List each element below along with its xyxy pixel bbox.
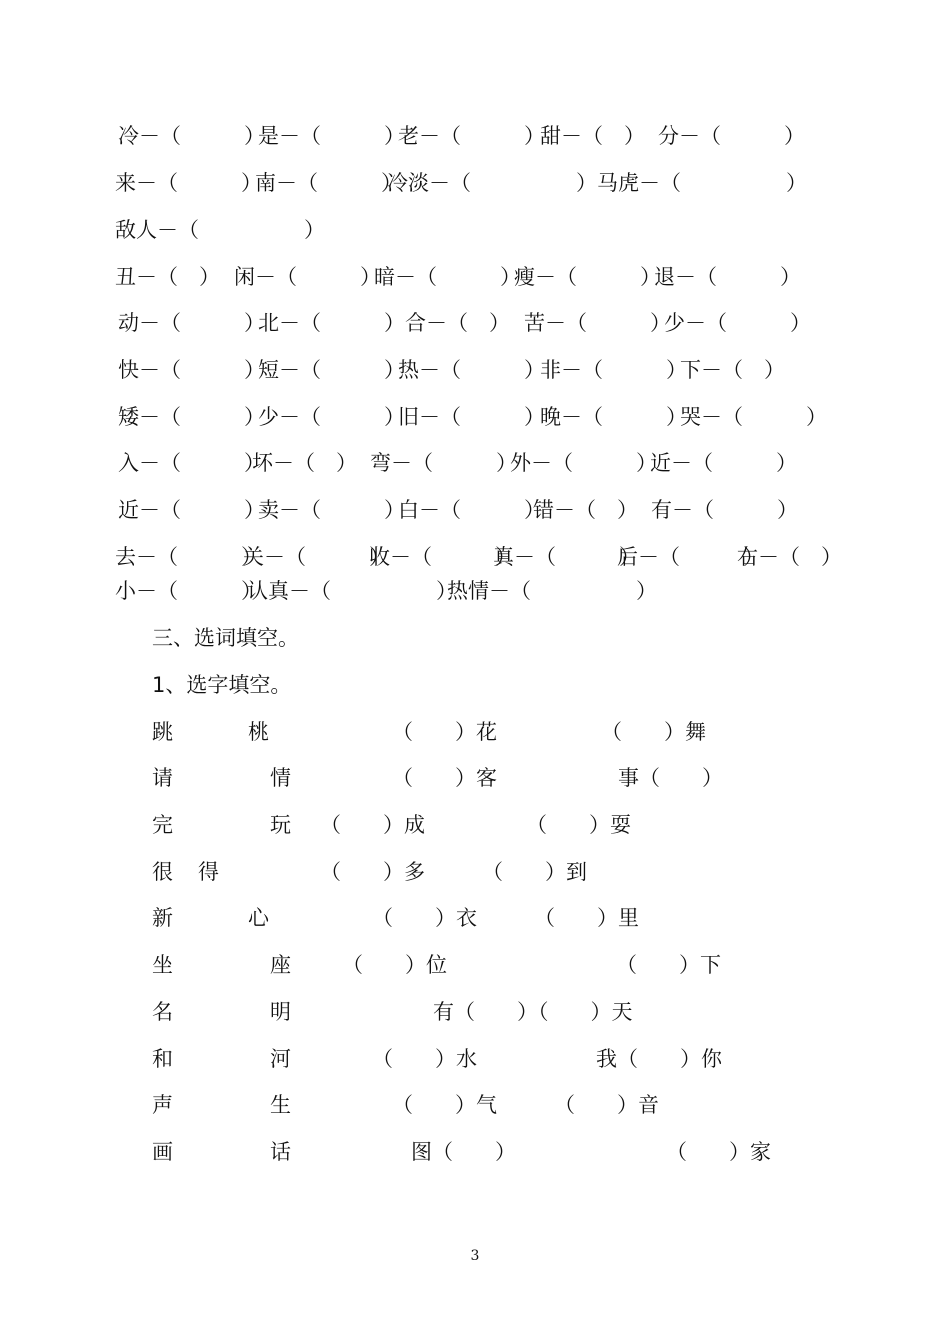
blank-word: （ ）位 [342, 953, 447, 977]
fill-row [0, 717, 950, 747]
blank-word: （ ）花 [392, 720, 497, 744]
antonym-row [0, 168, 950, 198]
antonym-item: 分－（ ） [658, 124, 805, 148]
char-option: 心 [248, 906, 269, 930]
fill-row [0, 857, 950, 887]
antonym-item: 暗－（ ） [374, 265, 521, 289]
antonym-item: 有－（ ） [651, 498, 798, 522]
char-option: 跳 [152, 720, 173, 744]
antonym-item: 是－（ ） [258, 124, 405, 148]
antonym-item: 少－（ ） [258, 405, 405, 429]
antonym-row [0, 308, 950, 338]
char-option: 和 [152, 1047, 173, 1071]
char-option: 情 [270, 766, 291, 790]
antonym-item: 旧－（ ） [398, 405, 545, 429]
antonym-item: 非－（ ） [540, 358, 687, 382]
blank-word: （ ）成 [320, 813, 425, 837]
antonym-item: 晚－（ ） [540, 405, 687, 429]
fill-row [0, 1137, 950, 1167]
char-option: 话 [270, 1140, 291, 1164]
char-option: 座 [270, 953, 291, 977]
antonym-item: 坏－（ ） [252, 451, 357, 475]
antonym-item: 丑－（ ） [115, 265, 220, 289]
char-option: 画 [152, 1140, 173, 1164]
antonym-item: 小－（ ） [115, 579, 262, 603]
antonym-item: 近－（ ） [650, 451, 797, 475]
antonym-item: 弯－（ ） [370, 451, 517, 475]
fill-row [0, 1090, 950, 1120]
blank-word: （ ）多 [320, 860, 425, 884]
blank-word: 有（ ）（ ）天 [433, 1000, 633, 1024]
char-option: 生 [270, 1093, 291, 1117]
antonym-row [0, 215, 950, 245]
antonym-item: 闲－（ ） [234, 265, 381, 289]
antonym-row [0, 576, 950, 606]
char-option: 完 [152, 813, 173, 837]
antonym-item: 退－（ ） [654, 265, 801, 289]
antonym-item: 短－（ ） [258, 358, 405, 382]
antonym-item: 北－（ ） [258, 311, 405, 335]
antonym-item: 外－（ ） [510, 451, 657, 475]
antonym-item: 认真－（ ） [247, 579, 457, 603]
char-option: 名 [152, 1000, 173, 1024]
antonym-item: 少－（ ） [664, 311, 811, 335]
antonym-item: 苦－（ ） [524, 311, 671, 335]
char-option: 玩 [270, 813, 291, 837]
char-option: 新 [152, 906, 173, 930]
antonym-item: 矮－（ ） [118, 405, 265, 429]
blank-word: （ ）音 [554, 1093, 659, 1117]
antonym-item: 近－（ ） [118, 498, 265, 522]
antonym-item: 甜－（ ） [540, 124, 645, 148]
antonym-item: 下－（ ） [680, 358, 785, 382]
antonym-item: 后－（ ） [617, 545, 764, 569]
blank-word: （ ）水 [372, 1047, 477, 1071]
fill-row [0, 997, 950, 1027]
antonym-item: 冷淡－（ ） [387, 171, 597, 195]
blank-word: （ ）家 [666, 1140, 771, 1164]
antonym-item: 入－（ ） [118, 451, 265, 475]
char-option: 坐 [152, 953, 173, 977]
blank-word: （ ）客 [392, 766, 497, 790]
antonym-item: 南－（ ） [255, 171, 402, 195]
blank-word: 事（ ） [618, 766, 723, 790]
char-option: 声 [152, 1093, 173, 1117]
fill-row [0, 763, 950, 793]
antonym-row [0, 355, 950, 385]
blank-word: （ ）下 [616, 953, 721, 977]
antonym-item: 冷－（ ） [118, 124, 265, 148]
char-option: 明 [270, 1000, 291, 1024]
fill-row [0, 810, 950, 840]
antonym-item: 热情－（ ） [447, 579, 657, 603]
antonym-item: 马虎－（ ） [597, 171, 807, 195]
blank-word: （ ）衣 [372, 906, 477, 930]
fill-row [0, 903, 950, 933]
char-option: 很 [152, 860, 173, 884]
antonym-item: 收－（ ） [369, 545, 516, 569]
blank-word: （ ）到 [482, 860, 587, 884]
antonym-item: 热－（ ） [398, 358, 545, 382]
antonym-row [0, 495, 950, 525]
char-option: 得 [198, 860, 219, 884]
fill-row [0, 950, 950, 980]
antonym-item: 来－（ ） [115, 171, 262, 195]
antonym-item: 合－（ ） [405, 311, 510, 335]
antonym-item: 关－（ ） [243, 545, 390, 569]
section-title: 三、选词填空。 [152, 626, 299, 650]
blank-word: （ ）气 [392, 1093, 497, 1117]
antonym-row [0, 262, 950, 292]
blank-word: 我（ ）你 [596, 1047, 722, 1071]
antonym-row [0, 121, 950, 151]
blank-word: （ ）耍 [526, 813, 631, 837]
char-option: 河 [270, 1047, 291, 1071]
blank-word: 图（ ） [411, 1140, 516, 1164]
page-number: 3 [470, 1248, 480, 1264]
antonym-item: 错－（ ） [533, 498, 638, 522]
antonym-item: 快－（ ） [118, 358, 265, 382]
antonym-item: 老－（ ） [398, 124, 545, 148]
antonym-row [0, 402, 950, 432]
antonym-item: 哭－（ ） [680, 405, 827, 429]
antonym-item: 真－（ ） [493, 545, 640, 569]
antonym-row [0, 448, 950, 478]
antonym-item: 瘦－（ ） [514, 265, 661, 289]
antonym-item: 右－（ ） [737, 545, 842, 569]
blank-word: （ ）里 [534, 906, 639, 930]
char-option: 桃 [248, 720, 269, 744]
subsection-title: 1、选字填空。 [152, 673, 292, 697]
antonym-item: 去－（ ） [115, 545, 262, 569]
fill-row [0, 1044, 950, 1074]
char-option: 请 [152, 766, 173, 790]
antonym-item: 卖－（ ） [258, 498, 405, 522]
antonym-row [0, 542, 950, 572]
antonym-item: 敌人－（ ） [115, 218, 325, 242]
blank-word: （ ）舞 [601, 720, 706, 744]
antonym-item: 白－（ ） [398, 498, 545, 522]
antonym-item: 动－（ ） [118, 311, 265, 335]
